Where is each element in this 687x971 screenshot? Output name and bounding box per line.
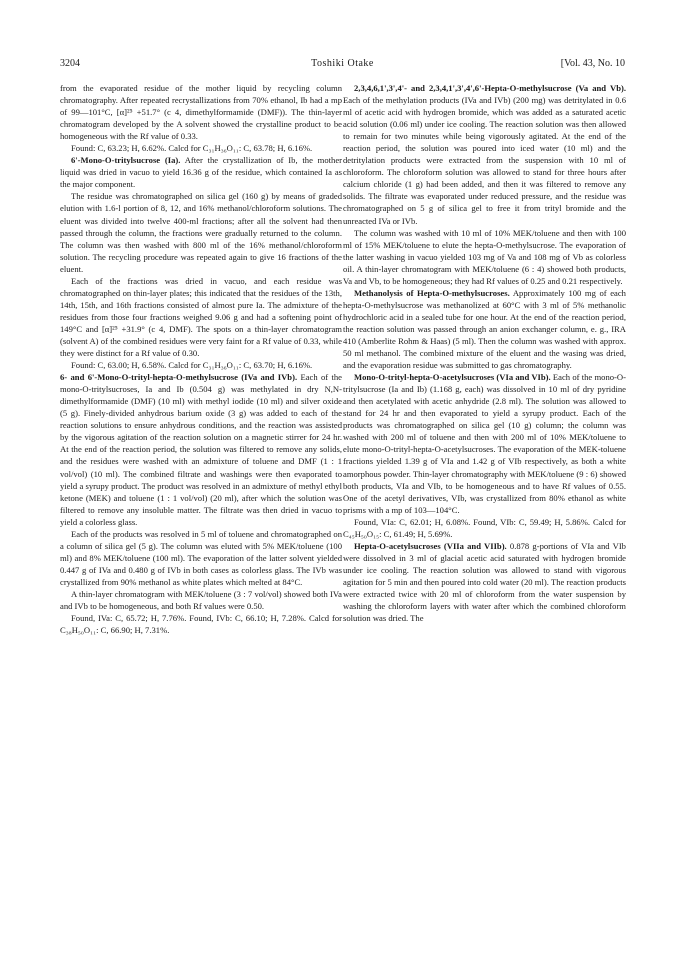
paragraph-text: 0.878 g-portions of VIa and VIb were dissolved in 3 ml of glacial acetic acid saturated with hydrogen bromide under ice cooling. The reaction solution was allowed to stand with vigorous agitation for 5 min and then poured into cold water (20 ml). The reaction products were extracted twice with 20 ml of chloroform from the water suspension by washing the chloroform layers with water after which the combined chloroform solution was dried. The <box>343 540 626 624</box>
paragraph-text: from the evaporated residue of the mother liquid by recycling column chromatography. After repeated recrystallizations from 70% ethanol, Ib had a mp of 99—101°C, [α]²⁵ +51.7° (c 4, dimethylformamide (DMF)). The thin-layer chromatogram developed by the A solvent showed the crystalline product to be homogeneous with the Rf value of 0.33. <box>60 83 342 142</box>
paragraph-text: Each of the mono-O-tritylsucroses, Ia and Ib (0.504 g) was methylated in dry N,N-dimethylformamide (DMF) (10 ml) with methyl iodide (10 ml) and silver oxide (5 g). Finely-divided anhydrous barium oxide (3 g) was added to each of the reaction solutions to ensure anhydrous conditions, and the reaction was assisted by the vigorous agitation of the reaction solution on a magnetic stirrer for 24 hr. At the end of the reaction period, the solution was filtered to remove any solids, and the residues were washed with an admixture of toluene and DMF (1 : 1 vol/vol) (10 ml). The combined filtrate and washings were then evaporated to yield a syrupy product. The product was resolved in an admixture of methyl ethyl ketone (MEK) and toluene (1 : 1 vol/vol) (20 ml), after which the solution was filtered to remove any insoluble matter. The filtrate was then dried in vacuo to yield a colorless glass. <box>60 372 342 527</box>
body-paragraph <box>60 190 342 274</box>
author-name: Toshiki Otake <box>311 58 374 69</box>
section-paragraph <box>60 371 342 528</box>
paragraph-text: After the crystallization of Ib, the mother liquid was dried in vacuo to yield 16.36 g of the residue, which contained Ia as the major component. <box>60 155 342 190</box>
paragraph-text: Found, VIa: C, 62.01; H, 6.08%. Found, VIb: C, 59.49; H, 5.86%. Calcd for C₄₅H₅₀O₁₅: C, 61.49; H, 5.69%. <box>343 516 626 539</box>
section-paragraph <box>343 287 626 371</box>
body-paragraph <box>60 142 342 154</box>
body-paragraph <box>60 82 342 142</box>
body-paragraph <box>60 528 342 588</box>
paragraph-text: Each of the fractions was dried in vacuo, and each residue was chromatographed on thin-layer plates; this indicated that the residues of the 13th, 14th, 15th, and 16th fractions consisted of almost pure Ia. The admixture of the residues from those four fractions weighed 9.06 g and had a softening point of 149°C and [α]²⁵ +31.9° (c 4, DMF). The spots on a thin-layer chromatogram (solvent A) of the combined residues were very faint for a Rf value of 0.33, while they were distinct for a Rf value of 0.30. <box>60 275 342 359</box>
paragraph-text: Found: C, 63.00; H, 6.58%. Calcd for C₃₁H₃₆O₁₁: C, 63.70; H, 6.16%. <box>71 360 313 371</box>
paragraph-text: Each of the mono-O-tritylsucrose (Ia and Ib) (1.168 g, each) was dissolved in 10 ml of dry pyridine and then acetylated with acetic anhydride (2.8 ml). The solution was allowed to stand for 24 hr and then evaporated to yield a syrupy product. Each of the products was chromatographed on silica gel (10 g) column; the column was washed with 200 ml of toluene and then with 200 ml of 10% MEK/toluene to elute mono-O-trityl-hepta-O-acetylsucroses. The evaporation of the MEK-toluene fractions yielded 1.39 g of VIa and 1.42 g of VIb respectively, as both a white amorphous powder. Thin-layer chromatography with MEK/toluene (9 : 6) showed both products, VIa and VIb, to be homogeneous and to have Rf values of 0.55. One of the acetyl derivatives, VIb, was crystallized from 80% ethanol as white prisms with a mp of 103—104°C. <box>343 372 626 515</box>
volume-info: [Vol. 43, No. 10 <box>560 58 625 69</box>
paragraph-text: Found, IVa: C, 65.72; H, 7.76%. Found, IVb: C, 66.10; H, 7.28%. Calcd for C₃₈H₅₀O₁₁: C, 66.90; H, 7.31%. <box>60 613 342 636</box>
page-number: 3204 <box>60 58 80 69</box>
paragraph-text: A thin-layer chromatogram with MEK/toluene (3 : 7 vol/vol) showed both IVa and IVb to be homogeneous, and both Rf values were 0.50. <box>60 588 342 612</box>
section-heading: Mono-O-trityl-hepta-O-acetylsucroses (VIa and VIb). <box>354 372 551 383</box>
body-paragraph <box>60 612 342 636</box>
section-heading: 2,3,4,6,1',3',4'- and 2,3,4,1',3',4',6'-Hepta-O-methylsucrose (Va and Vb). <box>354 83 626 93</box>
body-paragraph <box>343 516 626 540</box>
left-column <box>60 82 342 636</box>
section-paragraph <box>60 154 342 190</box>
section-paragraph <box>343 82 626 227</box>
paragraph-text: Approximately 100 mg of each hepta-O-methylsucrose was methanolized at 60°C with 3 ml of 5% methanolic hydrochloric acid in a sealed tube for one hour. At the end of the reaction period, the reaction solution was passed through an anion exchanger column, e. g., IRA 410 (Amberlite Rohm & Haas) (5 ml). Then the column was washed with approx. 50 ml methanol. The combined mixture of the eluent and the wasing was dried, and the evaporation residue was submitted to gas chromatography. <box>343 287 626 371</box>
paragraph-text: Each of the methylation products (IVa and IVb) (200 mg) was detritylated in 0.6 ml of acetic acid with hydrogen bromide, which was added as a saturated acetic acid solution (0.06 ml) under ice cooling. The reaction solution was then allowed to remain for two minutes while being vigorously agitated. At the end of the reaction period, the solution was poured into iced water (10 ml) and the detritylation products were extracted from the suspension with 10 ml of chloroform. The chloroform solution was allowed to stand for three hours after calcium chloride (1 g) had been added, and then it was filtered to remove any solids. The filtrate was evaporated under reduced pressure, and the residue was chromatographed on 5 g of silica gel to free it from trityl bromide and the unreacted IVa or IVb. <box>343 95 626 226</box>
section-heading: 6- and 6'-Mono-O-trityl-hepta-O-methylsucrose (IVa and IVb). <box>60 372 298 383</box>
running-header <box>60 58 625 72</box>
body-paragraph <box>60 275 342 359</box>
section-paragraph <box>343 540 626 624</box>
paragraph-text: Found: C, 63.23; H, 6.62%. Calcd for C₃₁H₃₆O₁₁: C, 63.78; H, 6.16%. <box>71 143 313 154</box>
body-paragraph <box>60 359 342 371</box>
right-column <box>343 82 626 624</box>
section-paragraph <box>343 371 626 516</box>
body-paragraph <box>343 227 626 287</box>
paragraph-text: The column was washed with 10 ml of 10% MEK/toluene and then with 100 ml of 15% MEK/toluene to elute the hepta-O-methylsucrose. The evaporation of the latter washing in vacuo yielded 103 mg of Va and 108 mg of Vb as colorless oil. A thin-layer chromatogram with MEK/toluene (6 : 4) showed both products, Va and Vb, to be homogeneous; they had Rf values of 0.25 and 0.21 respectively. <box>343 227 626 286</box>
section-heading: Methanolysis of Hepta-O-methylsucroses. <box>354 287 510 298</box>
body-paragraph <box>60 588 342 612</box>
section-heading: 6'-Mono-O-tritylsucrose (Ia). <box>71 155 181 166</box>
paragraph-text: Each of the products was resolved in 5 ml of toluene and chromatographed on a column of silica gel (5 g). The column was eluted with 5% MEK/toluene (100 ml) and 8% MEK/toluene (100 ml). The evaporation of the latter solvent yielded 0.447 g of IVa and 0.480 g of IVb in both cases as colorless glass. The IVb was crystallized from 90% methanol as white plates which melted at 84°C. <box>60 528 342 587</box>
section-heading: Hepta-O-acetylsucroses (VIIa and VIIb). <box>354 540 507 551</box>
paragraph-text: The residue was chromatographed on silica gel (160 g) by means of graded elution with 1.6-l portion of 8, 12, and 16% methanol/chloroform solutions. The eluent was divided into twelve 400-ml fractions; after all the solvent had then passed through the column, the fractions were gradually returned to the column. The column was then washed with 800 ml of the 16% methanol/chloroform solution. The recycling procedure was repeated again to give 16 fractions of the eluent. <box>60 191 342 274</box>
